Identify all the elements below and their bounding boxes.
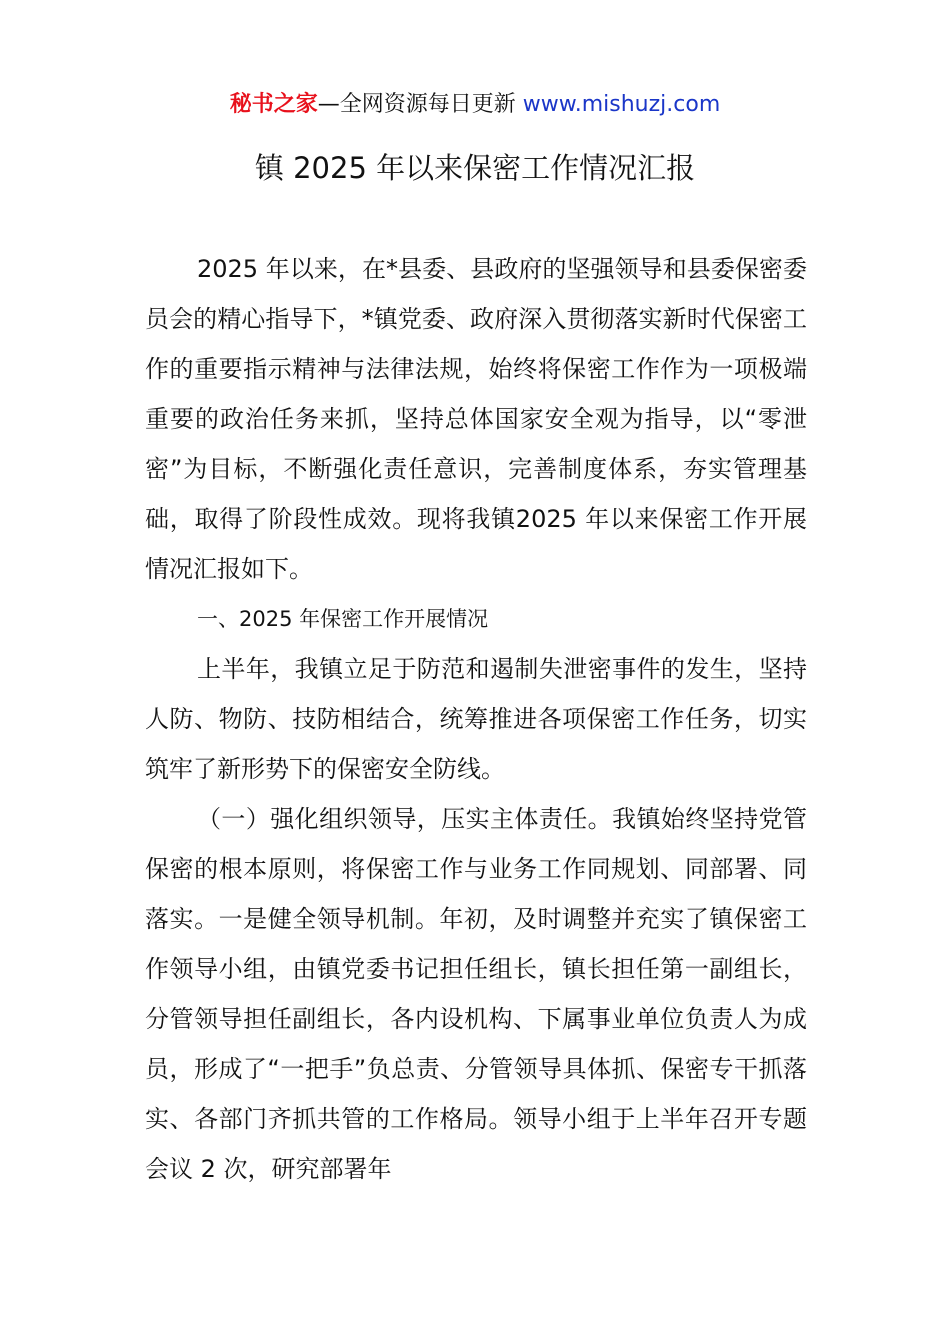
document-title: 镇 2025 年以来保密工作情况汇报 [254, 151, 696, 185]
paragraph-overview: 上半年，我镇立足于防范和遏制失泄密事件的发生，坚持人防、物防、技防相结合，统筹推进各项保密工作任务，切实筑牢了新形势下的保密安全防线。 [145, 655, 807, 783]
section-heading: 一、2025 年保密工作开展情况 [197, 607, 489, 631]
document-body [145, 244, 807, 1194]
site-banner [0, 88, 950, 122]
paragraph-intro: 2025 年以来，在*县委、县政府的坚强领导和县委保密委员会的精心指导下，*镇党委、政府深入贯彻落实新时代保密工作的重要指示精神与法律法规，始终将保密工作作为一项极端重要的政治任务来抓，坚持总体国家安全观为指导，以“零泄密”为目标，不断强化责任意识，完善制度体系，夯实管理基础，取得了阶段性成效。现将我镇2025 年以来保密工作开展情况汇报如下。 [145, 255, 807, 583]
banner-url-link[interactable]: www.mishuzj.com [522, 92, 721, 117]
paragraph-organization: （一）强化组织领导，压实主体责任。我镇始终坚持党管保密的根本原则，将保密工作与业务工作同规划、同部署、同落实。一是健全领导机制。年初，及时调整并充实了镇保密工作领导小组，由镇党委书记担任组长，镇长担任第一副组长，分管领导担任副组长，各内设机构、下属事业单位负责人为成员，形成了“一把手”负总责、分管领导具体抓、保密专干抓落实、各部门齐抓共管的工作格局。领导小组于上半年召开专题会议 2 次，研究部署年 [145, 805, 807, 1183]
banner-tagline: —全网资源每日更新 [317, 92, 523, 117]
banner-brand: 秘书之家 [229, 92, 318, 117]
